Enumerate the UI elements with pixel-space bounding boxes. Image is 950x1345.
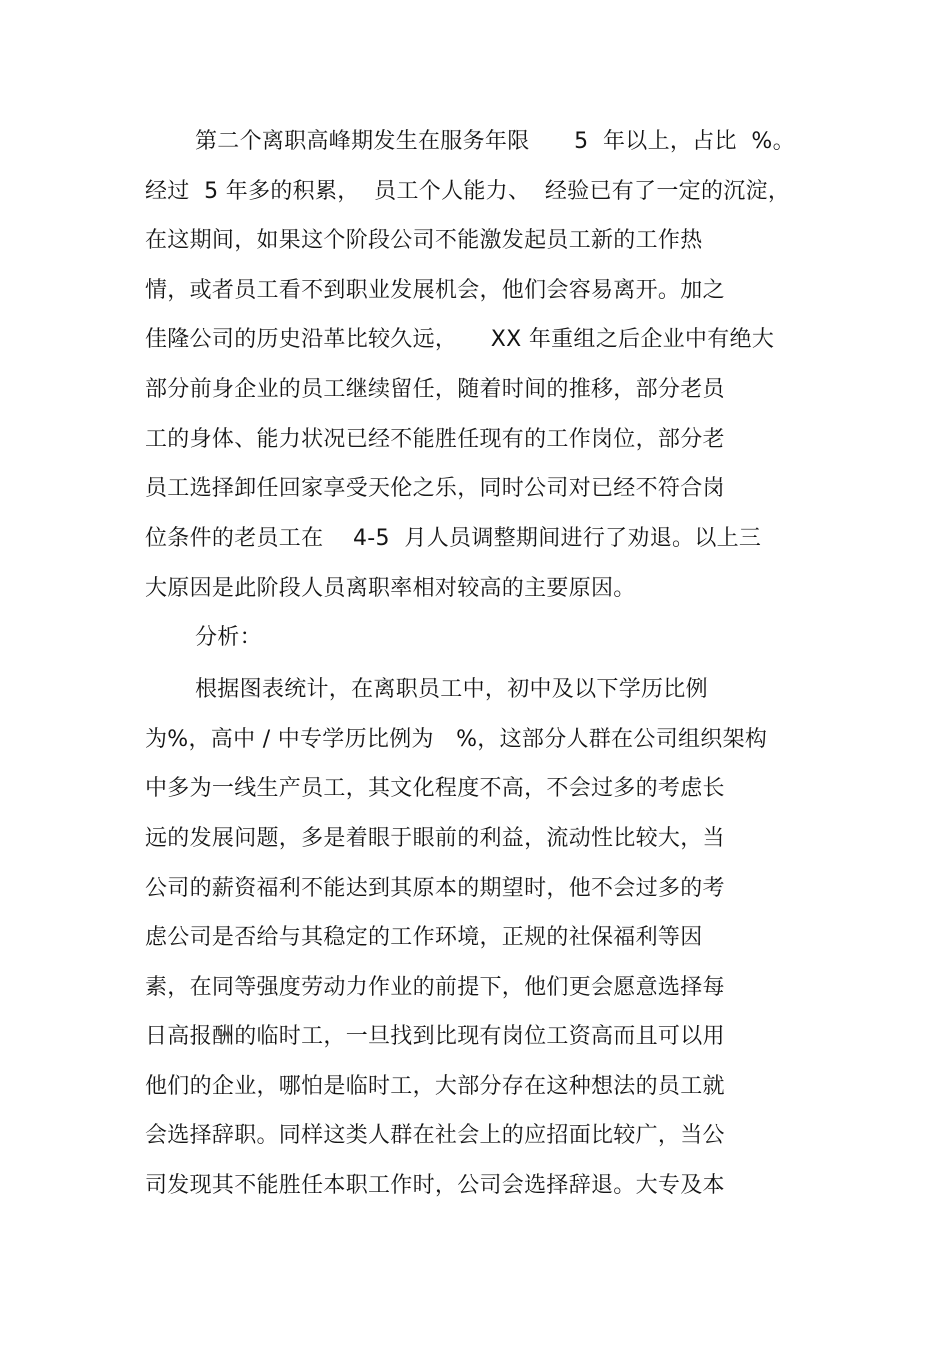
paragraph-line-8: 员工选择卸任回家享受天伦之乐，同时公司对已经不符合岗 xyxy=(145,476,725,501)
paragraph-line-20: 他们的企业，哪怕是临时工，大部分存在这种想法的员工就 xyxy=(145,1074,725,1099)
paragraph-line-14: 中多为一线生产员工，其文化程度不高，不会过多的考虑长 xyxy=(145,776,725,801)
paragraph-line-1: 第二个离职高峰期发生在服务年限 5 年以上，占比 %。 xyxy=(195,129,795,154)
paragraph-line-2: 经过 5 年多的积累， 员工个人能力、 经验已有了一定的沉淀， xyxy=(145,179,791,204)
paragraph-line-18: 素，在同等强度劳动力作业的前提下，他们更会愿意选择每 xyxy=(145,975,725,1000)
paragraph-line-13: 为%，高中 / 中专学历比例为 %，这部分人群在公司组织架构 xyxy=(145,727,768,752)
paragraph-line-5: 佳隆公司的历史沿革比较久远， XX 年重组之后企业中有绝大 xyxy=(145,327,775,352)
paragraph-line-19: 日高报酬的临时工，一旦找到比现有岗位工资高而且可以用 xyxy=(145,1024,725,1049)
paragraph-line-12: 根据图表统计，在离职员工中，初中及以下学历比例 xyxy=(195,677,708,702)
paragraph-line-16: 公司的薪资福利不能达到其原本的期望时，他不会过多的考 xyxy=(145,876,725,901)
paragraph-line-22: 司发现其不能胜任本职工作时，公司会选择辞退。大专及本 xyxy=(145,1173,725,1198)
paragraph-line-3: 在这期间，如果这个阶段公司不能激发起员工新的工作热 xyxy=(145,228,703,253)
paragraph-line-10: 大原因是此阶段人员离职率相对较高的主要原因。 xyxy=(145,576,636,601)
paragraph-line-9: 位条件的老员工在 4-5 月人员调整期间进行了劝退。以上三 xyxy=(145,526,762,551)
paragraph-line-6: 部分前身企业的员工继续留任，随着时间的推移，部分老员 xyxy=(145,377,725,402)
paragraph-line-17: 虑公司是否给与其稳定的工作环境，正规的社保福利等因 xyxy=(145,925,703,950)
paragraph-line-7: 工的身体、能力状况已经不能胜任现有的工作岗位，部分老 xyxy=(145,427,725,452)
paragraph-line-15: 远的发展问题，多是着眼于眼前的利益，流动性比较大，当 xyxy=(145,826,725,851)
paragraph-line-21: 会选择辞职。同样这类人群在社会上的应招面比较广，当公 xyxy=(145,1123,725,1148)
paragraph-line-4: 情，或者员工看不到职业发展机会，他们会容易离开。加之 xyxy=(145,278,725,303)
section-heading-analysis: 分析： xyxy=(195,625,262,650)
